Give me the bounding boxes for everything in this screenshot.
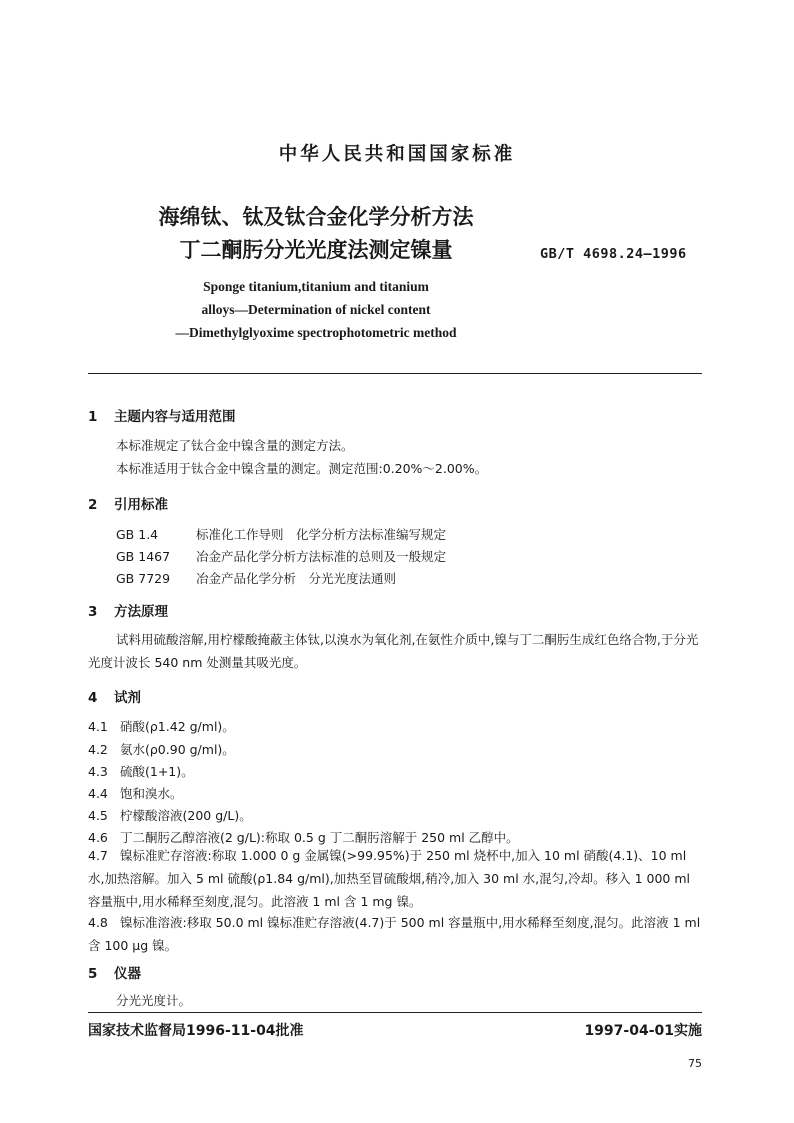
title-line-1: 海绵钛、钛及钛合金化学分析方法 bbox=[158, 205, 474, 229]
section-title: 主题内容与适用范围 bbox=[114, 409, 236, 425]
reagent-item-multiline bbox=[88, 911, 702, 957]
section-number: 4 bbox=[88, 690, 98, 706]
section-number: 2 bbox=[88, 497, 98, 513]
reagent-item bbox=[88, 762, 194, 780]
reagent-number: 4.5 bbox=[88, 808, 108, 823]
approval-date: 国家技术监督局1996-11-04批准 bbox=[88, 1023, 304, 1039]
section-1-line-1: 本标准规定了钛合金中镍含量的测定方法。 bbox=[116, 438, 354, 453]
reference-text: 冶金产品化学分析方法标准的总则及一般规定 bbox=[196, 549, 447, 564]
reagent-text: 柠檬酸溶液(200 g/L)。 bbox=[120, 808, 252, 823]
reagent-item bbox=[88, 740, 235, 758]
title-line-2: 丁二酮肟分光光度法测定镍量 bbox=[179, 238, 453, 262]
english-title-line-3: —Dimethylglyoxime spectrophotometric method bbox=[175, 325, 457, 340]
reference-text: 标准化工作导则 化学分析方法标准编写规定 bbox=[196, 527, 447, 542]
section-title: 试剂 bbox=[114, 690, 141, 706]
section-1-heading bbox=[88, 405, 236, 425]
reagent-item bbox=[88, 784, 183, 802]
section-5-text: 分光光度计。 bbox=[116, 993, 192, 1008]
national-standard-heading: 中华人民共和国国家标准 bbox=[278, 144, 516, 165]
reagent-text: 硫酸(1+1)。 bbox=[120, 764, 194, 779]
english-title-line-2: alloys—Determination of nickel content bbox=[201, 302, 431, 317]
reagent-item bbox=[88, 717, 235, 735]
reagent-text: 饱和溴水。 bbox=[120, 786, 183, 801]
section-title: 引用标准 bbox=[114, 497, 168, 513]
footer-rule bbox=[88, 1012, 702, 1013]
implementation-date: 1997-04-01实施 bbox=[584, 1023, 702, 1039]
reagent-item bbox=[88, 806, 252, 824]
english-title-line-1: Sponge titanium,titanium and titanium bbox=[203, 279, 429, 294]
header-rule bbox=[88, 373, 702, 374]
reagent-text: 丁二酮肟乙醇溶液(2 g/L):称取 0.5 g 丁二酮肟溶解于 250 ml 乙醇中。 bbox=[120, 830, 519, 845]
section-number: 5 bbox=[88, 966, 98, 982]
reagent-text: 镍标准溶液:移取 50.0 ml 镍标准贮存溶液(4.7)于 500 ml 容量瓶中,用水稀释至刻度,混匀。此溶液 1 ml 含 100 μg 镍。 bbox=[88, 915, 701, 953]
reagent-text: 镍标准贮存溶液:称取 1.000 0 g 金属镍(>99.95%)于 250 ml 烧杯中,加入 10 ml 硝酸(4.1)、10 ml水,加热溶解。加入 5 ml 硫酸(ρ1.84 g/ml),加热至冒硫酸烟,稍冷,加入 30 ml 水,混匀,冷却。移入 1 000 ml 容量瓶中,用水稀释至刻度,混匀。此溶液 1 ml 含 1 mg 镍。 bbox=[88, 848, 691, 909]
reagent-number: 4.8 bbox=[88, 915, 108, 930]
page-number: 75 bbox=[688, 1057, 702, 1070]
reference-code: GB 7729 bbox=[116, 571, 171, 586]
reagent-number: 4.7 bbox=[88, 848, 108, 863]
section-number: 3 bbox=[88, 604, 98, 620]
standard-number: GB/T 4698.24—1996 bbox=[540, 246, 687, 262]
section-title: 方法原理 bbox=[114, 604, 168, 620]
reference-item bbox=[116, 547, 446, 565]
section-title: 仪器 bbox=[114, 966, 141, 982]
reagent-item-multiline bbox=[88, 844, 702, 913]
section-1-line-2: 本标准适用于钛合金中镍含量的测定。测定范围:0.20%～2.00%。 bbox=[116, 461, 488, 476]
section-number: 1 bbox=[88, 409, 98, 425]
reference-code: GB 1.4 bbox=[116, 527, 159, 542]
reagent-number: 4.3 bbox=[88, 764, 108, 779]
reagent-text: 硝酸(ρ1.42 g/ml)。 bbox=[120, 719, 235, 734]
section-3-paragraph: 试料用硫酸溶解,用柠檬酸掩蔽主体钛,以溴水为氧化剂,在氨性介质中,镍与丁二酮肟生成红色络合物,于分光光度计波长 540 nm 处测量其吸光度。 bbox=[88, 632, 699, 670]
section-2-heading bbox=[88, 493, 168, 513]
section-3-heading bbox=[88, 600, 168, 620]
reference-text: 冶金产品化学分析 分光光度法通则 bbox=[196, 571, 397, 586]
reference-item bbox=[116, 569, 396, 587]
section-5-heading bbox=[88, 962, 141, 982]
reagent-number: 4.4 bbox=[88, 786, 108, 801]
reagent-number: 4.1 bbox=[88, 719, 108, 734]
reagent-number: 4.2 bbox=[88, 742, 108, 757]
reagent-text: 氨水(ρ0.90 g/ml)。 bbox=[120, 742, 235, 757]
section-4-heading bbox=[88, 686, 141, 706]
reference-code: GB 1467 bbox=[116, 549, 171, 564]
reference-item bbox=[116, 525, 446, 543]
reagent-number: 4.6 bbox=[88, 830, 108, 845]
